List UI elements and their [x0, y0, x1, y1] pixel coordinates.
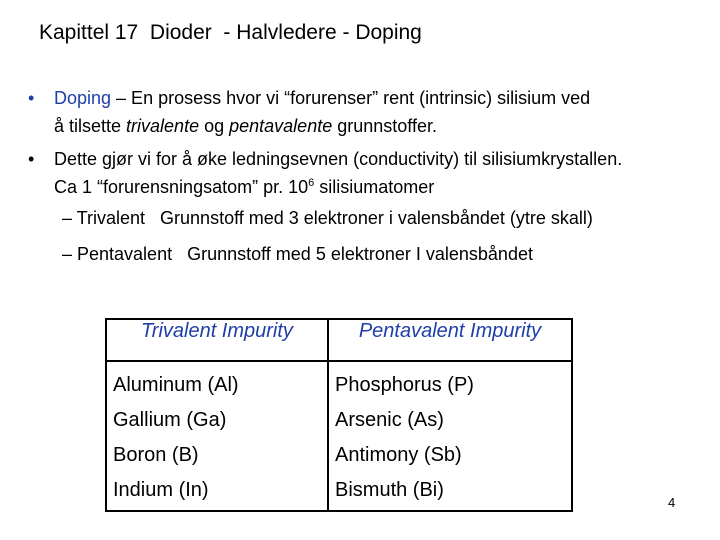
list-item: Aluminum (Al)	[113, 374, 239, 396]
list-item: Arsenic (As)	[335, 409, 444, 431]
doping-line2-and: og	[199, 116, 230, 136]
doping-term: Doping	[54, 88, 112, 108]
exponent: 6	[308, 177, 315, 189]
bullet-marker: •	[28, 88, 35, 108]
table-body-row	[106, 361, 572, 511]
list-item: Antimony (Sb)	[335, 444, 462, 466]
slide-title: Kapittel 17 Dioder - Halvledere - Doping	[39, 21, 422, 44]
bullet-doping	[28, 84, 708, 140]
list-item: Phosphorus (P)	[335, 374, 474, 396]
bullet-text	[54, 84, 708, 140]
doping-line2-start: å tilsette	[54, 116, 127, 136]
sub-bullet-pentavalent: – Pentavalent Grunnstoff med 5 elektroner I valensbåndet	[62, 244, 533, 264]
doping-line2-end: grunnstoffer.	[332, 116, 437, 136]
bullet-conductivity	[28, 145, 708, 201]
list-item: Boron (B)	[113, 444, 199, 466]
list-item: Indium (In)	[113, 479, 209, 501]
pentavalente-term: pentavalente	[229, 116, 333, 136]
impurity-table	[105, 318, 573, 512]
header-pentavalent: Pentavalent Impurity	[328, 319, 572, 361]
header-trivalent: Trivalent Impurity	[106, 319, 328, 361]
pentavalent-list-cell	[328, 361, 572, 511]
sub-bullet-trivalent: – Trivalent Grunnstoff med 3 elektroner i valensbåndet (ytre skall)	[62, 208, 593, 228]
page-number: 4	[668, 495, 676, 510]
trivalent-list-cell	[106, 361, 328, 511]
trivalente-term: trivalente	[126, 116, 200, 136]
list-item: Gallium (Ga)	[113, 409, 227, 431]
ratio-text-end: silisiumatomer	[314, 177, 435, 197]
bullet-text	[54, 145, 708, 201]
table-header-row	[106, 319, 572, 361]
doping-definition: – En prosess hvor vi “forurenser” rent (intrinsic) silisium ved	[111, 88, 591, 108]
conductivity-line1: Dette gjør vi for å øke ledningsevnen (conductivity) til silisiumkrystallen.	[54, 149, 623, 169]
ratio-text: Ca 1 “forurensningsatom” pr. 10	[54, 177, 309, 197]
bullet-marker: •	[28, 149, 35, 169]
list-item: Bismuth (Bi)	[335, 479, 444, 501]
